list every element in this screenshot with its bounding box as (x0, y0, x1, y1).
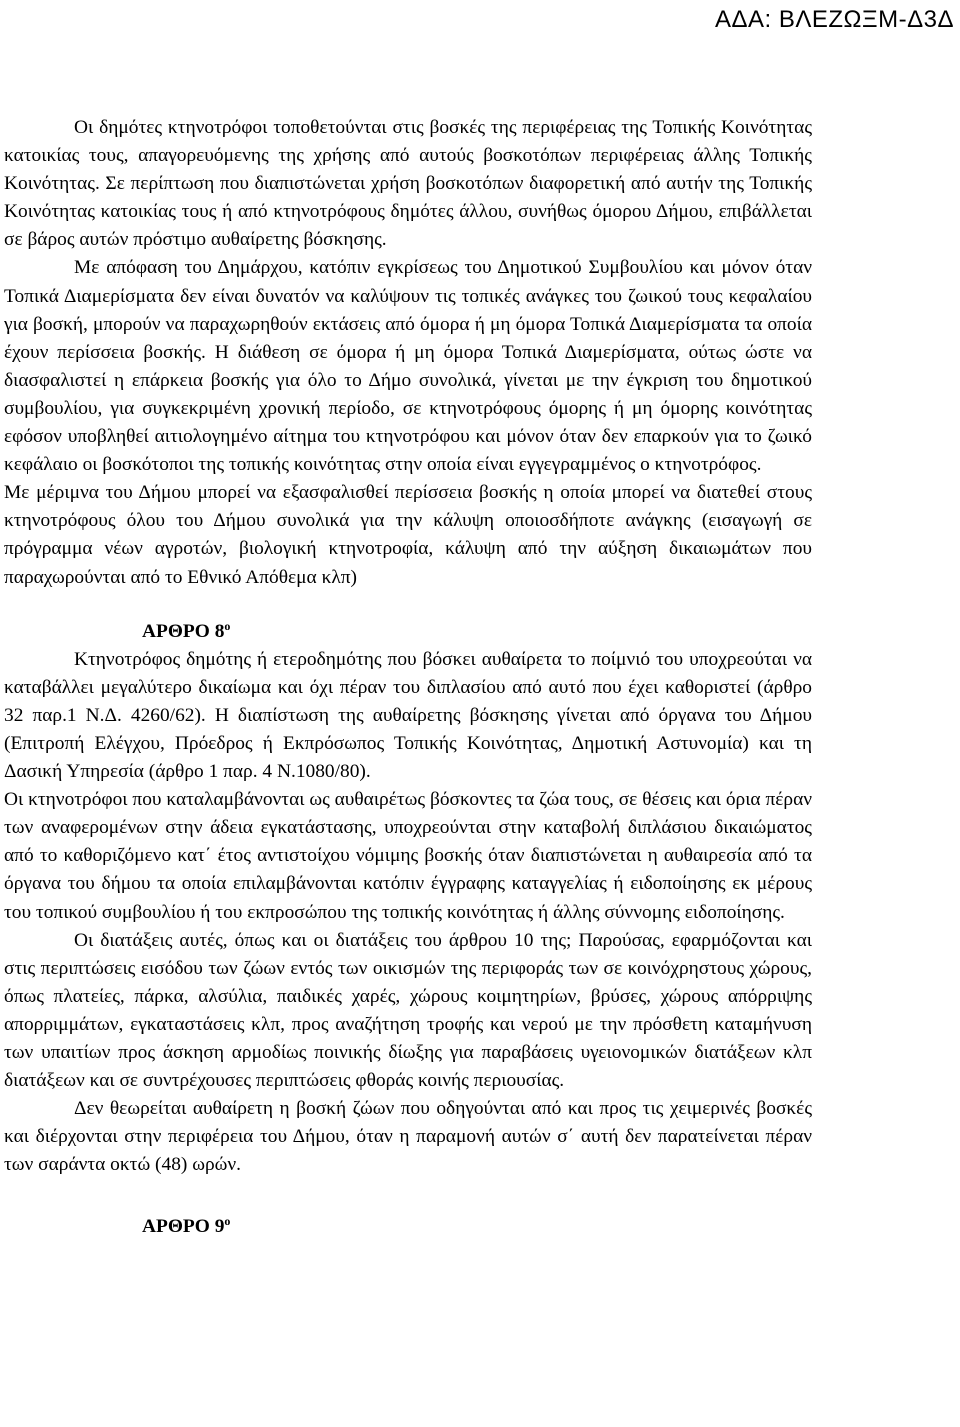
spacer (4, 1179, 812, 1213)
article-9-suffix: ο (224, 1214, 231, 1229)
paragraph-4: Κτηνοτρόφος δημότης ή ετεροδημότης που βόσκει αυθαίρετα το ποίμνιό του υποχρεούται να καταβάλλει μεγαλύτερο δικαίωμα και όχι πέραν του διπλασίου από αυτό που έχει καθοριστεί (άρθρο 32 παρ.1 Ν.Δ. 4260/62). Η διαπίστωση της αυθαίρετης βόσκησης γίνεται από όργανα του Δήμου (Επιτροπή Ελέγχου, Πρόεδρος ή Εκπρόσωπος Τοπικής Κοινότητας, Δημοτική Αστυνομία) και τη Δασική Υπηρεσία (άρθρο 1 παρ. 4 Ν.1080/80). (4, 648, 812, 783)
paragraph-3: Με μέριμνα του Δήμου μπορεί να εξασφαλισθεί περίσσεια βοσκής η οποία μπορεί να διατεθεί στους κτηνοτρόφους όλου του Δήμου συνολικά για την κάλυψη οποιοσδήποτε ανάγκης (εισαγωγή σε πρόγραμμα νέων αγροτών, βιολογική κτηνοτροφία, κάλυψη από την αύξηση δικαιωμάτων που παραχωρούνται από το Εθνικό Απόθεμα κλπ) (4, 482, 812, 588)
article-8-title: ΑΡΘΡΟ 8 (142, 620, 225, 642)
paragraph-7: Δεν θεωρείται αυθαίρετη η βοσκή ζώων που οδηγούνται από και προς τις χειμερινές βοσκές και διέρχονται στην περιφέρεια του Δήμου, όταν η παραμονή αυτών σ΄ αυτή δεν παρατείνεται πέραν των σαράντα οκτώ (48) ωρών. (4, 1098, 812, 1176)
document-id-header: ΑΔΑ: ΒΛΕΖΩΞΜ-Δ3Δ (714, 6, 954, 33)
article-9-heading (4, 1213, 812, 1241)
paragraph-1: Οι δημότες κτηνοτρόφοι τοποθετούνται στις βοσκές της περιφέρειας της Τοπικής Κοινότητας κατοικίας τους, απαγορευόμενης της χρήσης από αυτούς βοσκοτόπων περιφέρειας άλλης Τοπικής Κοινότητας. Σε περίπτωση που διαπιστώνεται χρήση βοσκοτόπων διαφορετική από αυτήν της Τοπικής Κοινότητας κατοικίας τους ή από κτηνοτρόφους δημότες άλλου, συνήθως όμορου Δήμου, επιβάλλεται σε βάρος αυτών πρόστιμο αυθαίρετης βόσκησης. (4, 117, 812, 251)
article-8-suffix: ο (224, 618, 231, 633)
paragraph-2: Με απόφαση του Δημάρχου, κατόπιν εγκρίσεως του Δημοτικού Συμβουλίου και μόνον όταν Τοπικά Διαμερίσματα δεν είναι δυνατόν να καλύψουν τις τοπικές ανάγκες του ζωικού τους κεφαλαίου για βοσκή, μπορούν να παραχωρηθούν εκτάσεις από όμορα ή μη όμορα Τοπικά Διαμερίσματα τα οποία έχουν περίσσεια βοσκής. Η διάθεση σε όμορα ή μη όμορα Τοπικά Διαμερίσματα, ούτως ώστε να διασφαλιστεί η επάρκεια βοσκής για όλο το Δήμο συνολικά, γίνεται με την έγκριση του δημοτικού συμβουλίου, για συγκεκριμένη χρονική περίοδο, σε κτηνοτρόφους όμορης ή μη όμορης κοινότητας εφόσον υποβληθεί αιτιολογημένο αίτημα του κτηνοτρόφου και μόνον όταν δεν επαρκούν για το ζωικό κεφάλαιο οι βοσκότοποι της τοπικής κοινότητας στην οποία είναι εγγεγραμμένος ο κτηνοτρόφος. (4, 257, 812, 476)
document-body (4, 114, 812, 1242)
article-8-heading (4, 618, 812, 646)
spacer (4, 592, 812, 618)
paragraph-5: Οι κτηνοτρόφοι που καταλαμβάνονται ως αυθαιρέτως βόσκοντες τα ζώα τους, σε θέσεις και όρια πέραν των αναφερομένων στην άδεια εγκατάστασης, υποχρεούνται στην καταβολή διπλάσιου δικαιώματος από το καθοριζόμενο κατ΄ έτος αντιστοίχου νόμιμης βοσκής όταν διαπιστώνεται η αυθαιρεσία από τα όργανα του δήμου τα οποία επιλαμβάνονται κατόπιν έγγραφης καταγγελίας ή ειδοποίησης εκ μέρους του τοπικού συμβουλίου ή του εκπροσώπου της τοπικής κοινότητας ή άλλης σύννομης ειδοποίησης. (4, 789, 812, 923)
article-9-title: ΑΡΘΡΟ 9 (142, 1216, 225, 1238)
paragraph-6: Οι διατάξεις αυτές, όπως και οι διατάξεις του άρθρου 10 της; Παρούσας, εφαρμόζονται και στις περιπτώσεις εισόδου των ζώων εντός των οικισμών της περιφοράς των σε κοινόχρηστους χώρους, όπως πλατείες, πάρκα, αλσύλια, παιδικές χαρές, χώρους κοιμητηρίων, βρύσες, χώρους απόρριψης απορριμμάτων, εγκαταστάσεις κλπ, προς αναζήτηση τροφής και νερού με την πρόσθετη καταμήνυση των υπαιτίων προς άσκηση αρμοδίως ποινικής δίωξης για παραβάσεις υγειονομικών διατάξεων κλπ διατάξεων και σε συντρέχουσες περιπτώσεις φθοράς κοινής περιουσίας. (4, 929, 812, 1092)
